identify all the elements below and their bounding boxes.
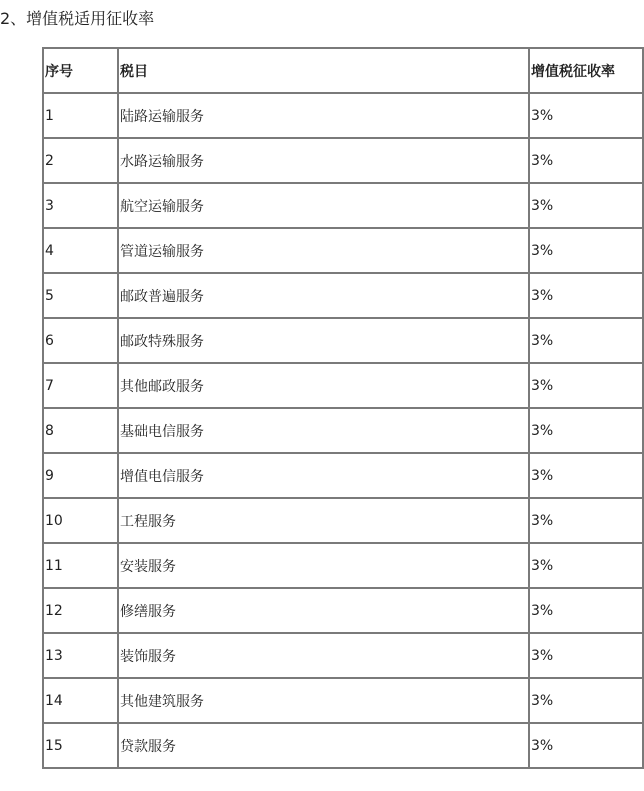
table-row [43,228,643,273]
table-row [43,588,643,633]
cell-rate: 3% [529,588,643,633]
cell-index: 15 [43,723,118,768]
cell-rate: 3% [529,138,643,183]
cell-tax-item: 管道运输服务 [118,228,529,273]
cell-index: 14 [43,678,118,723]
vat-rate-table [42,47,644,769]
table-row [43,723,643,768]
cell-index: 11 [43,543,118,588]
table-row [43,498,643,543]
table-header-row [43,48,643,93]
cell-rate: 3% [529,408,643,453]
cell-rate: 3% [529,318,643,363]
cell-tax-item: 安装服务 [118,543,529,588]
cell-tax-item: 邮政普遍服务 [118,273,529,318]
cell-rate: 3% [529,633,643,678]
cell-tax-item: 邮政特殊服务 [118,318,529,363]
cell-rate: 3% [529,498,643,543]
cell-rate: 3% [529,543,643,588]
cell-tax-item: 装饰服务 [118,633,529,678]
table-row [43,93,643,138]
cell-index: 10 [43,498,118,543]
cell-tax-item: 其他建筑服务 [118,678,529,723]
cell-tax-item: 基础电信服务 [118,408,529,453]
cell-index: 4 [43,228,118,273]
cell-index: 2 [43,138,118,183]
cell-index: 5 [43,273,118,318]
cell-rate: 3% [529,183,643,228]
header-index: 序号 [43,48,118,93]
cell-tax-item: 水路运输服务 [118,138,529,183]
table-row [43,453,643,498]
header-rate: 增值税征收率 [529,48,643,93]
section-heading: 2、增值税适用征收率 [0,9,155,28]
table-body [43,93,643,768]
cell-index: 12 [43,588,118,633]
table-row [43,543,643,588]
table-row [43,318,643,363]
cell-index: 6 [43,318,118,363]
cell-rate: 3% [529,723,643,768]
rate-table-container [42,47,644,791]
cell-index: 9 [43,453,118,498]
cell-rate: 3% [529,228,643,273]
cell-tax-item: 修缮服务 [118,588,529,633]
cell-rate: 3% [529,363,643,408]
table-row [43,273,643,318]
table-row [43,678,643,723]
cell-rate: 3% [529,93,643,138]
cell-tax-item: 航空运输服务 [118,183,529,228]
cell-tax-item: 陆路运输服务 [118,93,529,138]
cell-tax-item: 贷款服务 [118,723,529,768]
cell-index: 1 [43,93,118,138]
cell-tax-item: 工程服务 [118,498,529,543]
cell-rate: 3% [529,678,643,723]
cell-rate: 3% [529,273,643,318]
header-tax-item: 税目 [118,48,529,93]
table-row [43,363,643,408]
cell-index: 13 [43,633,118,678]
table-row [43,408,643,453]
cell-rate: 3% [529,453,643,498]
table-row [43,183,643,228]
table-row [43,633,643,678]
cell-tax-item: 其他邮政服务 [118,363,529,408]
cell-tax-item: 增值电信服务 [118,453,529,498]
cell-index: 8 [43,408,118,453]
cell-index: 3 [43,183,118,228]
table-row [43,138,643,183]
cell-index: 7 [43,363,118,408]
